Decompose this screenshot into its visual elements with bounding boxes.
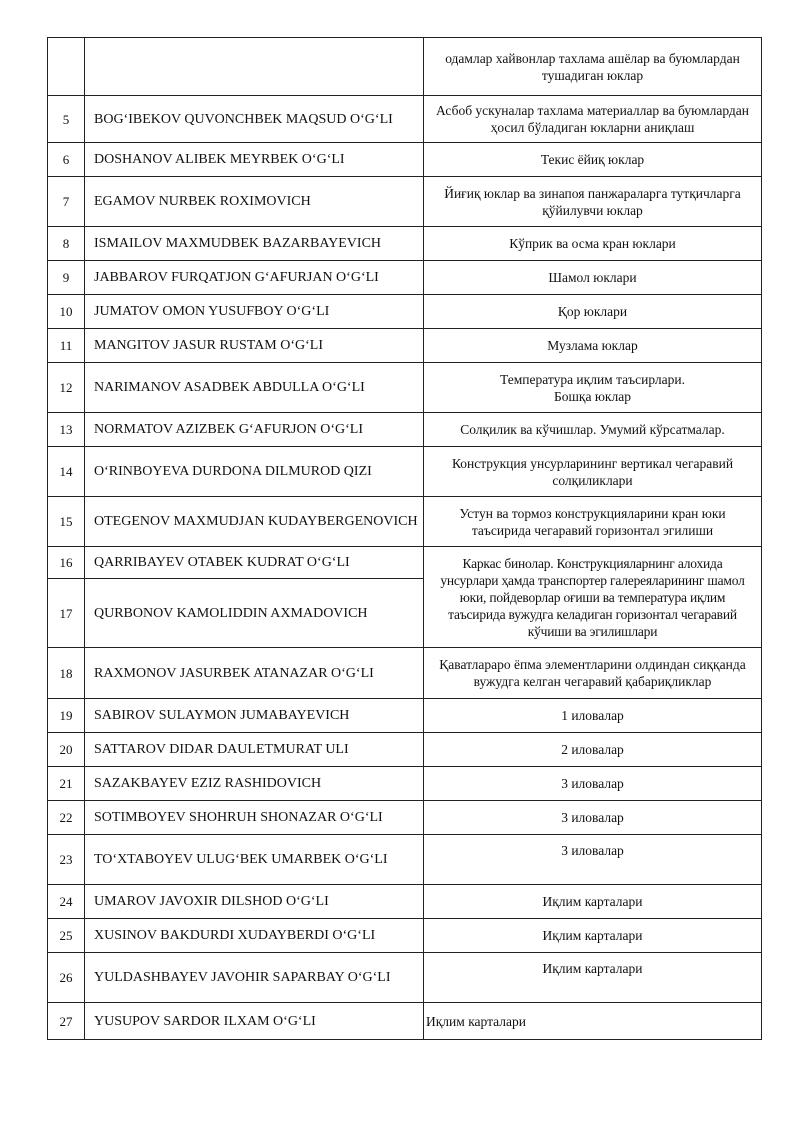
table-row — [48, 329, 762, 363]
table-row — [48, 227, 762, 261]
topic-text: тушадиган юклар — [541, 67, 644, 83]
topic-text: ҳосил бўладиган юкларни аниқлаш — [490, 120, 695, 135]
topic-cell — [424, 699, 762, 733]
topic-text: одамлар хайвонлар тахлама ашёлар ва буюмлардан — [445, 50, 740, 66]
table-row — [48, 767, 762, 801]
student-name: NORMATOV AZIZBEK G‘AFURJON O‘G‘LI — [85, 413, 424, 447]
topic-cell — [424, 96, 762, 143]
topic-cell — [424, 885, 762, 919]
topic-text: қўйилувчи юклар — [542, 202, 643, 218]
topic-text: Температура иқлим таъсирлари. — [499, 371, 686, 387]
topic-text: Асбоб ускуналар тахлама материаллар ва буюмлардан — [436, 103, 749, 118]
student-name: SABIROV SULAYMON JUMABAYEVICH — [85, 699, 424, 733]
student-name: ISMAILOV MAXMUDBEK BAZARBAYEVICH — [85, 227, 424, 261]
topic-cell — [424, 919, 762, 953]
topic-text: Қор юклари — [557, 304, 628, 319]
topic-cell — [424, 177, 762, 227]
row-number: 19 — [48, 699, 85, 733]
table-row — [48, 953, 762, 1003]
row-number: 7 — [48, 177, 85, 227]
topic-cell — [424, 295, 762, 329]
topic-text: Музлама юклар — [547, 338, 638, 353]
table-row — [48, 96, 762, 143]
student-name: MANGITOV JASUR RUSTAM O‘G‘LI — [85, 329, 424, 363]
table-row — [48, 919, 762, 953]
student-name: SAZAKBAYEV EZIZ RASHIDOVICH — [85, 767, 424, 801]
topic-text: вужудга келган чегаравий қабариқликлар — [473, 674, 712, 689]
topic-text: таъсирида чегаравий горизонтал эгилиши — [471, 522, 714, 538]
student-name: QURBONOV KAMOLIDDIN AXMADOVICH — [85, 579, 424, 648]
topic-cell — [424, 547, 762, 648]
topic-text: Каркас бинолар. Конструкцияларнинг алохида — [462, 555, 723, 571]
topic-cell — [424, 363, 762, 413]
row-number: 16 — [48, 547, 85, 579]
topic-cell — [424, 227, 762, 261]
student-name — [85, 38, 424, 96]
topic-text: солқиликлари — [552, 472, 633, 488]
row-number: 13 — [48, 413, 85, 447]
table-row — [48, 699, 762, 733]
topic-cell — [424, 1003, 762, 1040]
table-row — [48, 835, 762, 885]
row-number: 27 — [48, 1003, 85, 1040]
student-name: JABBAROV FURQATJON G‘AFURJAN O‘G‘LI — [85, 261, 424, 295]
row-number: 8 — [48, 227, 85, 261]
student-name: NARIMANOV ASADBEK ABDULLA O‘G‘LI — [85, 363, 424, 413]
topic-text: Иқлим карталари — [542, 894, 643, 909]
topic-cell — [424, 329, 762, 363]
topic-text: Шамол юклари — [548, 270, 637, 285]
student-name: DOSHANOV ALIBEK MEYRBEK O‘G‘LI — [85, 143, 424, 177]
topic-cell — [424, 413, 762, 447]
topic-cell — [424, 953, 762, 1003]
topic-text: Солқилик ва кўчишлар. Умумий кўрсатмалар. — [460, 422, 725, 437]
topic-text: 3 иловалар — [561, 776, 624, 791]
table-row — [48, 547, 762, 579]
student-name: SATTAROV DIDAR DAULETMURAT ULI — [85, 733, 424, 767]
row-number: 10 — [48, 295, 85, 329]
student-name: JUMATOV OMON YUSUFBOY O‘G‘LI — [85, 295, 424, 329]
topic-cell — [424, 143, 762, 177]
topic-text: 1 иловалар — [561, 708, 624, 723]
row-number: 26 — [48, 953, 85, 1003]
row-number: 17 — [48, 579, 85, 648]
assignment-table — [47, 37, 762, 1040]
student-name: YUSUPOV SARDOR ILXAM O‘G‘LI — [85, 1003, 424, 1040]
table-row — [48, 143, 762, 177]
topic-text: кўчиши ва эгилишлари — [527, 623, 658, 639]
topic-cell — [424, 648, 762, 699]
student-name: O‘RINBOYEVA DURDONA DILMUROD QIZI — [85, 447, 424, 497]
topic-cell — [424, 497, 762, 547]
topic-cell — [424, 261, 762, 295]
table-row — [48, 363, 762, 413]
table-row — [48, 177, 762, 227]
topic-text: Иқлим карталари — [426, 1013, 526, 1029]
table-row — [48, 885, 762, 919]
row-number: 15 — [48, 497, 85, 547]
topic-cell — [424, 733, 762, 767]
table-row — [48, 801, 762, 835]
table-row — [48, 295, 762, 329]
row-number: 18 — [48, 648, 85, 699]
student-name: TO‘XTABOYEV ULUG‘BEK UMARBEK O‘G‘LI — [85, 835, 424, 885]
table-row — [48, 497, 762, 547]
table-row — [48, 261, 762, 295]
student-name: BOG‘IBEKOV QUVONCHBEK MAQSUD O‘G‘LI — [85, 96, 424, 143]
topic-text: Йиғиқ юклар ва зинапоя панжараларга тутқичларга — [444, 185, 741, 201]
row-number: 24 — [48, 885, 85, 919]
row-number: 23 — [48, 835, 85, 885]
table-row — [48, 38, 762, 96]
row-number: 9 — [48, 261, 85, 295]
row-number: 12 — [48, 363, 85, 413]
topic-text: Текис ёйиқ юклар — [540, 152, 645, 167]
topic-text: Иқлим карталари — [542, 961, 643, 976]
topic-text: Қаватлараро ёпма элементларини олдиндан сиққанда — [439, 657, 746, 672]
row-number: 14 — [48, 447, 85, 497]
topic-text: таъсирида вужудга келадиган горизонтал чегаравий — [448, 606, 737, 622]
student-name: QARRIBAYEV OTABEK KUDRAT O‘G‘LI — [85, 547, 424, 579]
topic-text: юки, пойдеворлар оғиши ва температура иқлим — [459, 589, 726, 605]
topic-cell — [424, 835, 762, 885]
topic-text: Бошқа юклар — [554, 388, 631, 404]
topic-cell — [424, 801, 762, 835]
topic-text: Кўприк ва осма кран юклари — [509, 236, 676, 251]
topic-cell — [424, 38, 762, 96]
row-number: 5 — [48, 96, 85, 143]
row-number: 20 — [48, 733, 85, 767]
table-row — [48, 447, 762, 497]
topic-text: Иқлим карталари — [542, 928, 643, 943]
topic-text: Конструкция унсурларининг вертикал чегаравий — [451, 455, 734, 471]
row-number — [48, 38, 85, 96]
table-row — [48, 733, 762, 767]
row-number: 11 — [48, 329, 85, 363]
table-row — [48, 413, 762, 447]
row-number: 25 — [48, 919, 85, 953]
topic-text: 2 иловалар — [561, 742, 624, 757]
row-number: 6 — [48, 143, 85, 177]
table-row — [48, 1003, 762, 1040]
topic-cell — [424, 767, 762, 801]
student-name: YULDASHBAYEV JAVOHIR SAPARBAY O‘G‘LI — [85, 953, 424, 1003]
student-name: SOTIMBOYEV SHOHRUH SHONAZAR O‘G‘LI — [85, 801, 424, 835]
student-name: OTEGENOV MAXMUDJAN KUDAYBERGENOVICH — [85, 497, 424, 547]
row-number: 21 — [48, 767, 85, 801]
topic-text: 3 иловалар — [561, 810, 624, 825]
student-name: RAXMONOV JASURBEK ATANAZAR O‘G‘LI — [85, 648, 424, 699]
topic-text: унсурлари ҳамда транспортер галереяларининг шамол — [440, 572, 745, 588]
topic-text: 3 иловалар — [561, 843, 624, 858]
topic-cell — [424, 447, 762, 497]
row-number: 22 — [48, 801, 85, 835]
student-name: UMAROV JAVOXIR DILSHOD O‘G‘LI — [85, 885, 424, 919]
table-row — [48, 648, 762, 699]
student-name: XUSINOV BAKDURDI XUDAYBERDI O‘G‘LI — [85, 919, 424, 953]
topic-text: Устун ва тормоз конструкцияларини кран юки — [459, 505, 726, 521]
student-name: EGAMOV NURBEK ROXIMOVICH — [85, 177, 424, 227]
